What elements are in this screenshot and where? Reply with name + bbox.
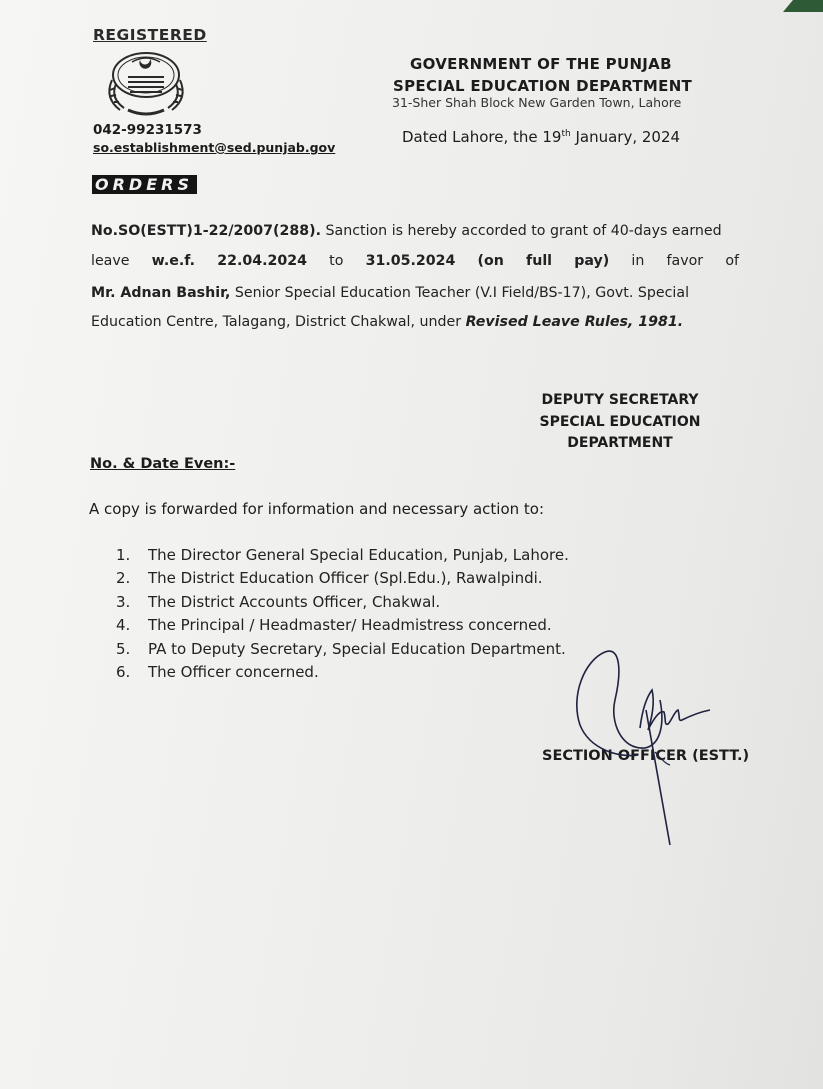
order-line-4-text: Education Centre, Talagang, District Chakwal, under (91, 314, 466, 330)
orders-heading: ORDERS (92, 175, 197, 194)
employee-name: Mr. Adnan Bashir, (91, 285, 231, 301)
order-word: to (329, 253, 344, 269)
list-item (116, 567, 569, 590)
list-item (116, 544, 569, 567)
order-word: leave (91, 253, 130, 269)
order-word: (on (477, 253, 504, 269)
item-text: The District Accounts Officer, Chakwal. (148, 592, 441, 611)
dated-prefix: Dated Lahore, the 19 (402, 128, 562, 146)
order-word: pay) (574, 253, 610, 269)
signature-icon (560, 640, 750, 850)
item-number: 3. (116, 592, 131, 611)
signatory-line: DEPUTY SECRETARY (541, 392, 699, 408)
copy-forwarded-line: A copy is forwarded for information and necessary action to: (89, 500, 545, 518)
department-title: SPECIAL EDUCATION DEPARTMENT (393, 77, 693, 95)
email-link[interactable]: so.establishment@sed.punjab.gov (93, 140, 336, 155)
dated-ordinal: th (561, 129, 571, 139)
punjab-emblem-icon (98, 50, 194, 120)
order-line-2 (91, 251, 739, 271)
item-number: 1. (116, 546, 131, 564)
leave-rules: Revised Leave Rules, 1981. (465, 314, 684, 330)
phone-number: 042-99231573 (93, 122, 202, 138)
order-line-1-text: Sanction is hereby accorded to grant of 40-days earned (321, 223, 722, 239)
dated-rest: January, 2024 (570, 128, 681, 146)
item-text: The District Education Officer (Spl.Edu.), Rawalpindi. (148, 569, 543, 588)
list-item (116, 591, 569, 614)
list-item (116, 614, 569, 637)
signatory-line: SPECIAL EDUCATION (539, 413, 701, 430)
deputy-secretary-block (530, 390, 710, 455)
dated-line (402, 128, 680, 146)
order-line-1 (91, 221, 739, 241)
signatory-line: DEPARTMENT (567, 435, 673, 451)
order-word: of (725, 253, 739, 269)
item-number: 4. (116, 616, 131, 635)
order-line-4 (91, 312, 739, 332)
end-date: 31.05.2024 (365, 253, 456, 269)
order-line-3 (91, 283, 739, 303)
recipient-list (116, 544, 569, 684)
list-item (116, 661, 569, 684)
item-text: The Officer concerned. (148, 662, 319, 681)
government-title: GOVERNMENT OF THE PUNJAB (410, 55, 672, 73)
section-officer-title: SECTION OFFICER (ESTT.) (542, 748, 750, 764)
order-word: w.e.f. (151, 253, 196, 269)
department-address: 31-Sher Shah Block New Garden Town, Lahore (392, 95, 682, 110)
item-text: PA to Deputy Secretary, Special Education Department. (148, 639, 566, 658)
order-word: favor (666, 253, 704, 269)
item-text: The Principal / Headmaster/ Headmistress concerned. (148, 616, 552, 635)
background-edge (783, 0, 823, 12)
no-date-even: No. & Date Even:- (90, 456, 236, 472)
item-number: 5. (116, 639, 131, 658)
order-line-3-text: Senior Special Education Teacher (V.I Field/BS-17), Govt. Special (230, 285, 690, 301)
start-date: 22.04.2024 (217, 253, 307, 269)
list-item (116, 638, 569, 661)
order-word: full (526, 253, 553, 269)
registered-label: REGISTERED (93, 26, 207, 44)
item-text: The Director General Special Education, Punjab, Lahore. (148, 546, 569, 564)
order-reference: No.SO(ESTT)1-22/2007(288). (91, 223, 321, 239)
item-number: 2. (116, 569, 131, 588)
order-word: in (631, 253, 645, 269)
item-number: 6. (116, 662, 131, 681)
